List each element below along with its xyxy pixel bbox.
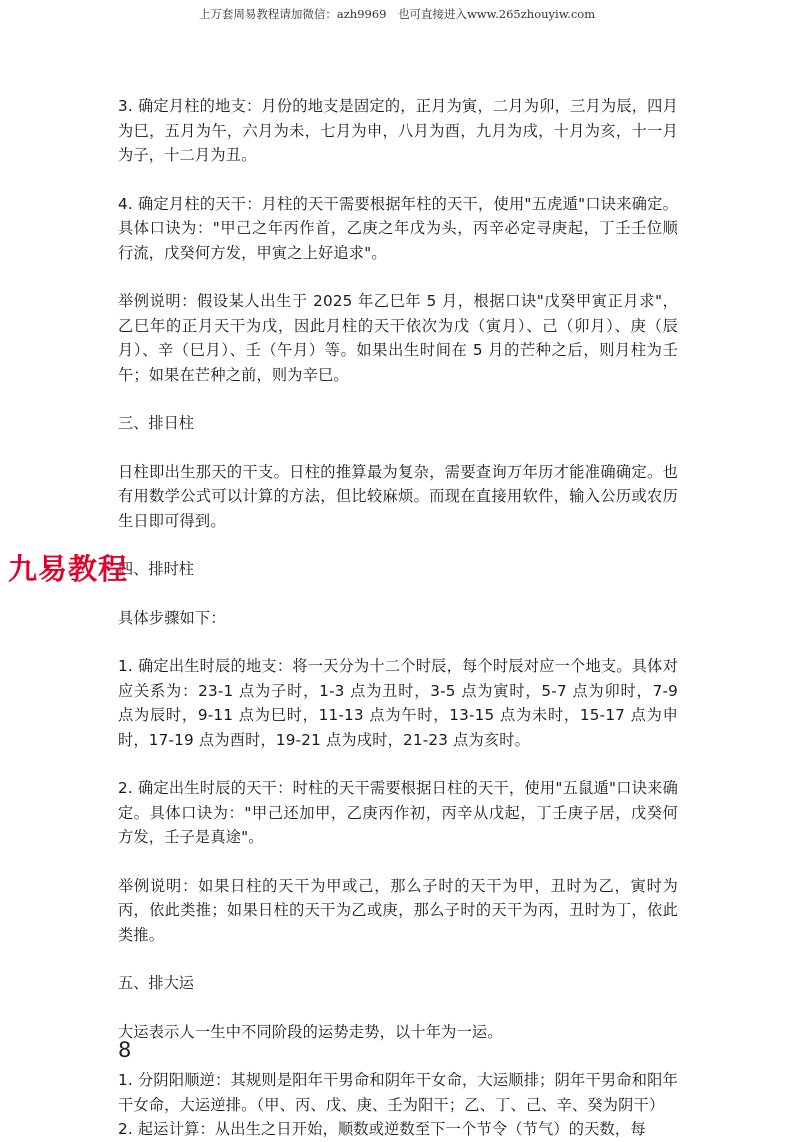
section-heading-day-pillar: 三、排日柱 (118, 414, 194, 432)
document-body (118, 94, 678, 1142)
paragraph-month-example: 举例说明：假设某人出生于 2025 年乙巳年 5 月，根据口诀"戊癸甲寅正月求"，乙巳年的正月天干为戊，因此月柱的天干依次为戊（寅月）、己（卯月）、庚（辰月）、辛（巳月）、壬（午月）等。如果出生时间在 5 月的芒种之后，则月柱为壬午；如果在芒种之前，则为辛巳。 (118, 292, 678, 384)
paragraph-month-stem: 4. 确定月柱的天干：月柱的天干需要根据年柱的天干，使用"五虎遁"口诀来确定。具体口诀为："甲己之年丙作首，乙庚之年戊为头，丙辛必定寻庚起，丁壬壬位顺行流，戊癸何方发，甲寅之上好追求"。 (118, 194, 678, 262)
paragraph-yin-yang-order: 1. 分阴阳顺逆：其规则是阳年干男命和阴年干女命，大运顺排；阴年干男命和阳年干女命，大运逆排。（甲、丙、戊、庚、壬为阳干；乙、丁、己、辛、癸为阴干） (118, 1071, 678, 1114)
section-heading-hour-pillar: 四、排时柱 (118, 560, 194, 578)
paragraph-hour-example: 举例说明：如果日柱的天干为甲或己，那么子时的天干为甲，丑时为乙，寅时为丙，依此类推；如果日柱的天干为乙或庚，那么子时的天干为丙，丑时为丁，依此类推。 (118, 876, 678, 944)
paragraph-major-luck-intro: 大运表示人一生中不同阶段的运势走势，以十年为一运。 (118, 1022, 503, 1041)
watermark-logo: 九易教程 (8, 552, 129, 586)
section-heading-major-luck: 五、排大运 (118, 974, 194, 992)
paragraph-hour-stem: 2. 确定出生时辰的天干：时柱的天干需要根据日柱的天干，使用"五鼠遁"口诀来确定。具体口诀为："甲己还加甲，乙庚丙作初，丙辛从戊起，丁壬庚子居，戊癸何方发，壬子是真途"。 (118, 779, 678, 846)
page-header: 上万套周易教程请加微信：azh9969 也可直接进入www.265zhouyiw.com (198, 7, 596, 21)
paragraph-hour-branch: 1. 确定出生时辰的地支：将一天分为十二个时辰，每个时辰对应一个地支。具体对应关系为：23-1 点为子时，1-3 点为丑时，3-5 点为寅时，5-7 点为卯时，7-9 点为辰时，9-11 点为巳时，11-13 点为午时，13-15 点为未时，15-17 点为申时，17-19 点为酉时，19-21 点为戌时，21-23 点为亥时。 (118, 657, 678, 749)
paragraph-month-branch: 3. 确定月柱的地支：月份的地支是固定的，正月为寅，二月为卯，三月为辰，四月为巳，五月为午，六月为未，七月为申，八月为酉，九月为戌，十月为亥，十一月为子，十二月为丑。 (118, 97, 678, 164)
paragraph-start-calc: 2. 起运计算：从出生之日开始，顺数或逆数至下一个节令（节气）的天数，每 (118, 1120, 646, 1138)
paragraph-steps-intro: 具体步骤如下： (118, 608, 226, 627)
page-number: 8 (118, 1038, 132, 1062)
paragraph-day-pillar: 日柱即出生那天的干支。日柱的推算最为复杂，需要查询万年历才能准确确定。也有用数学公式可以计算的方法，但比较麻烦。而现在直接用软件，输入公历或农历生日即可得到。 (118, 462, 678, 530)
